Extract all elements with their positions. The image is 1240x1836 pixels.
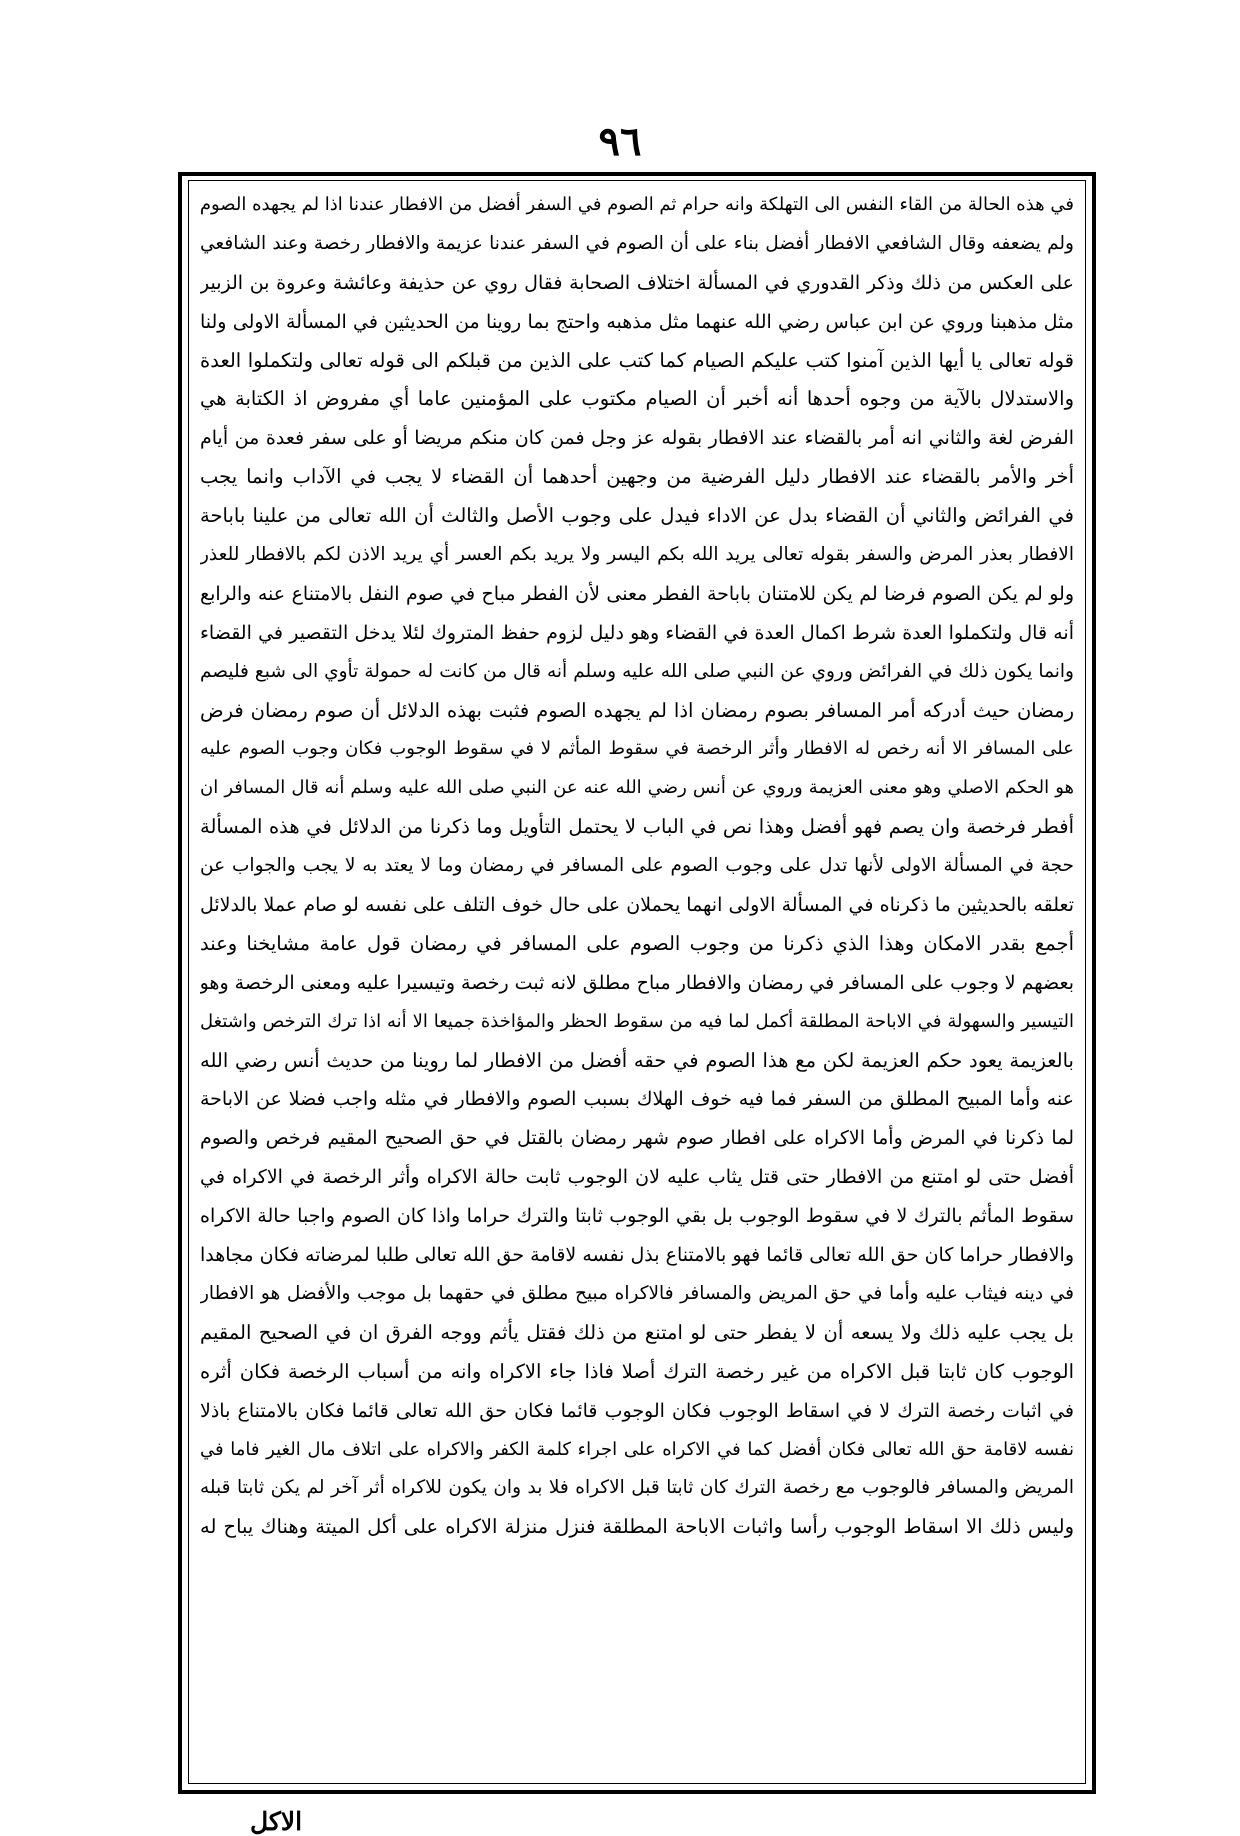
text-line: الوجوب كان ثابتا قبل الاكراه من غير رخصة الترك أصلا فاذا جاء الاكراه وانه من أسباب الرخصة فكان أثره (200, 1359, 1074, 1383)
text-line: على العكس من ذلك وذكر القدوري في المسألة اختلاف الصحابة فقال روي عن حذيفة وعائشة وعروة بن الزبير (200, 271, 1074, 294)
text-line: التيسير والسهولة في الاباحة المطلقة أكمل لما فيه من سقوط الحظر والمؤاخذة جميعا الا أنه اذا ترك الترخص واشتغل (200, 1010, 1074, 1032)
text-line: والاستدلال بالآية من وجوه أحدها أنه أخبر أن الصيام مكتوب على المؤمنين عاما أي مفروض اذ الكتابة هي (200, 387, 1074, 411)
text-line: نفسه لاقامة حق الله تعالى فكان أفضل كما في الاكراه على اجراء كلمة الكفر والاكراه على اتلاف مال الغير فاما في (200, 1438, 1074, 1460)
text-line: في الفرائض والثاني أن القضاء بدل عن الاداء فيدل على وجوب الأصل والثالث أن الله تعالى من علينا باباحة (200, 504, 1074, 528)
catchword: الاكل (250, 1807, 303, 1836)
text-line: في هذه الحالة من القاء النفس الى التهلكة وانه حرام ثم الصوم في السفر أفضل من الافطار عندنا اذا لم يجهده الصوم (200, 194, 1074, 215)
text-line: وليس ذلك الا اسقاط الوجوب رأسا واثبات الاباحة المطلقة فنزل منزلة الاكراه على أكل الميتة وهناك يباح له (200, 1515, 1074, 1539)
text-line: أجمع بقدر الامكان وهذا الذي ذكرنا من وجوب الصوم على المسافر في رمضان قول عامة مشايخنا وعند (200, 931, 1074, 955)
text-line: أفضل حتى لو امتنع من الافطار حتى قتل يثاب عليه لان الوجوب ثابت حالة الاكراه وأثر الرخصة في الاكراه في (200, 1166, 1074, 1189)
text-line: عنه وأما المبيح المطلق من السفر فما فيه خوف الهلاك بسبب الصوم والافطار في مثله واجب فضلا عن الاباحة (200, 1088, 1074, 1111)
text-line: ولو لم يكن الصوم فرضا لم يكن للامتنان باباحة الفطر معنى لأن الفطر مباح في صوم النفل بالامتناع عنه والرابع (200, 582, 1074, 605)
text-line: والافطار حراما كان حق الله تعالى قائما فهو بالامتناع بذل نفسه لاقامة حق الله تعالى طلبا لمرضاته فكان مجاهدا (200, 1244, 1074, 1267)
text-line: وانما يكون ذلك في الفرائض وروي عن النبي صلى الله عليه وسلم أنه قال من كانت له حمولة تأوي الى شبع فليصم (200, 660, 1074, 682)
text-line: في دينه فيثاب عليه وأما في حق المريض والمسافر فالاكراه مبيح مطلق في حقهما بل موجب والأفضل هو الافطار (200, 1282, 1074, 1304)
text-line: الفرض لغة والثاني انه أمر بالقضاء عند الافطار بقوله عز وجل فمن كان منكم مريضا أو على سفر فعدة من أيام (200, 427, 1074, 450)
text-line: أخر والأمر بالقضاء عند الافطار دليل الفرضية من وجهين أحدهما أن القضاء لا يجب في الآداب وانما يجب (200, 465, 1074, 489)
text-line: الافطار بعذر المرض والسفر بقوله تعالى يريد الله بكم اليسر ولا يريد بكم العسر أي يريد الاذن لكم بالافطار للعذر (200, 544, 1074, 566)
text-line: المريض والمسافر فالوجوب مع رخصة الترك كان ثابتا قبل الاكراه فلا بد وان يكون للاكراه أثر آخر لم يكن ثابتا قبله (200, 1477, 1074, 1499)
text-line: مثل مذهبنا وروي عن ابن عباس رضي الله عنهما مثل مذهبه واحتج بما روينا من الحديثين في المسألة الاولى ولنا (200, 310, 1074, 333)
text-line: لما ذكرنا في المرض وأما الاكراه على افطار صوم شهر رمضان بالقتل في حق الصحيح المقيم فرخص والصوم (200, 1127, 1074, 1150)
text-line: بعضهم لا وجوب على المسافر في رمضان والافطار مباح مطلق لانه ثبت رخصة وتيسيرا عليه ومعنى الرخصة وهو (200, 971, 1074, 994)
page-number: ٩٦ (598, 118, 642, 165)
text-line: أنه قال ولتكملوا العدة شرط اكمال العدة في القضاء وهو دليل لزوم حفظ المتروك لئلا يدخل التقصير في القضاء (200, 621, 1074, 644)
text-line: سقوط المأثم بالترك لا في سقوط الوجوب بل بقي الوجوب ثابتا والترك حراما واذا كان الصوم واجبا حالة الاكراه (200, 1205, 1074, 1228)
text-line: بل يجب عليه ذلك ولا يسعه أن لا يفطر حتى لو امتنع من ذلك فقتل يأثم ووجه الفرق ان في الصحيح المقيم (200, 1320, 1074, 1344)
page-text-body (200, 186, 1074, 1782)
text-line: قوله تعالى يا أيها الذين آمنوا كتب عليكم الصيام كما كتب على الذين من قبلكم الى قوله تعالى ولتكملوا العدة (200, 348, 1074, 372)
text-line: أفطر فرخصة وان يصم فهو أفضل وهذا نص في الباب لا يحتمل التأويل وما ذكرنا من الدلائل في هذه المسألة (200, 815, 1074, 839)
text-line: تعلقه بالحديثين ما ذكرناه في المسألة الاولى انهما يحملان على حال خوف التلف على نفسه لو صام عملا بالدلائل (200, 894, 1074, 917)
text-line: ولم يضعفه وقال الشافعي الافطار أفضل بناء على أن الصوم في السفر عندنا عزيمة والافطار رخصة وعند الشافعي (200, 232, 1074, 254)
text-line: في اثبات رخصة الترك لا في اسقاط الوجوب فكان الوجوب قائما فكان حق الله تعالى قائما فكان بالامتناع باذلا (200, 1399, 1074, 1422)
text-line: رمضان حيث أدركه أمر المسافر بصوم رمضان اذا لم يجهده الصوم فثبت بهذه الدلائل أن صوم رمضان فرض (200, 698, 1074, 722)
text-line: حجة في المسألة الاولى لأنها تدل على وجوب الصوم على المسافر في رمضان وما لا يعتد به لا يجب والجواب عن (200, 855, 1074, 877)
text-line: على المسافر الا أنه رخص له الافطار وأثر الرخصة في سقوط المأثم لا في سقوط الوجوب فكان وجوب الصوم عليه (200, 738, 1074, 760)
text-line: بالعزيمة يعود حكم العزيمة لكن مع هذا الصوم في حقه أفضل من الافطار لما روينا من حديث أنس رضي الله (200, 1048, 1074, 1072)
text-line: هو الحكم الاصلي وهو معنى العزيمة وروي عن أنس رضي الله عنه عن النبي صلى الله عليه وسلم أنه قال المسافر ان (200, 777, 1074, 799)
